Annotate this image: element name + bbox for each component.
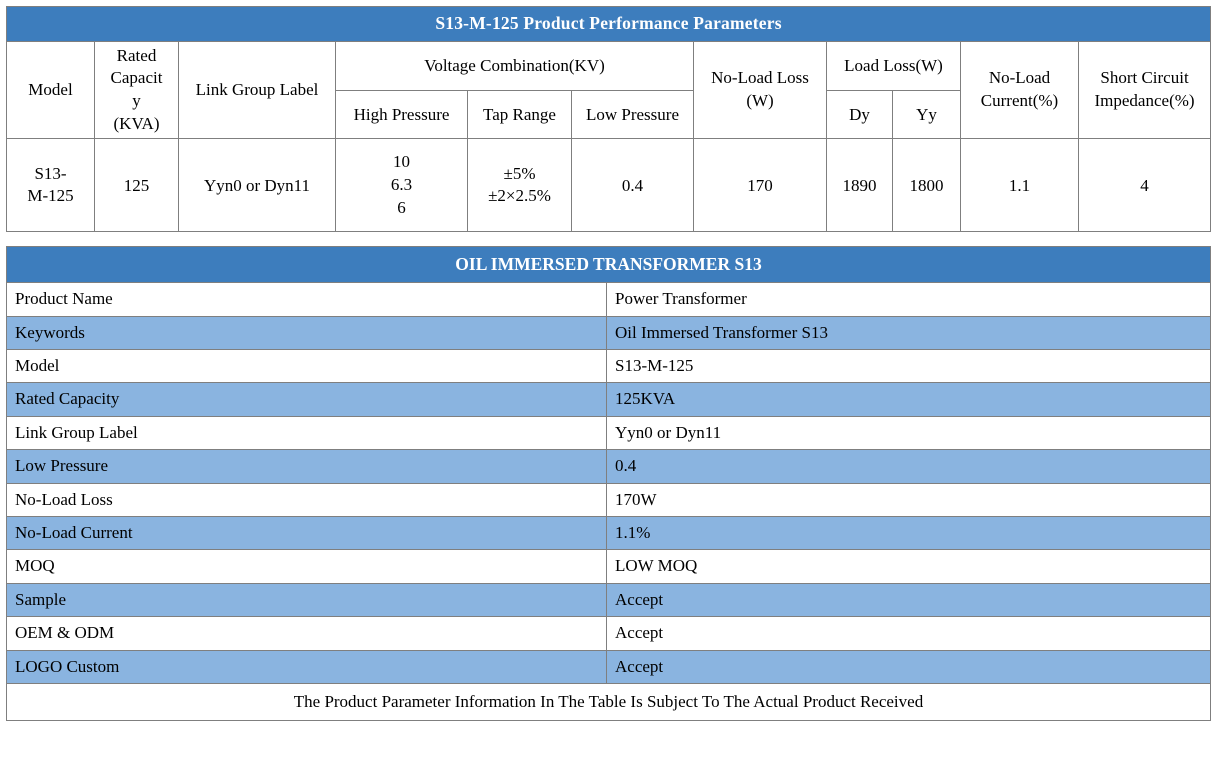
spec-key: Model [7,350,607,383]
cell-high-pressure-line3: 6 [397,197,406,217]
spec-value: Oil Immersed Transformer S13 [607,316,1211,349]
spec-key: LOGO Custom [7,650,607,683]
header-link-group-label: Link Group Label [179,41,336,138]
table-row [7,650,1211,683]
spec-key: OEM & ODM [7,617,607,650]
performance-parameters-table [6,6,1211,232]
spec-value: 0.4 [607,450,1211,483]
footer-note-row [7,684,1211,721]
header-no-load-loss [694,41,827,138]
cell-no-load-current: 1.1 [961,139,1079,232]
table-row [7,583,1211,616]
header-no-load-current [961,41,1079,138]
header-rated-capacity-line2: Capacit [110,68,163,88]
cell-high-pressure [336,139,468,232]
cell-tap-range-line1: ±5% [503,163,536,183]
specification-table [6,246,1211,721]
header-rated-capacity-line3: y [132,91,141,111]
table-row [7,139,1211,232]
cell-tap-range [468,139,572,232]
specification-table-title: OIL IMMERSED TRANSFORMER S13 [7,247,1211,283]
header-high-pressure: High Pressure [336,90,468,139]
cell-model-line2: M-125 [27,186,74,206]
header-short-circuit-impedance-line2: Impedance(%) [1094,91,1195,111]
table-row [7,483,1211,516]
spec-key: Keywords [7,316,607,349]
spec-key: Product Name [7,283,607,316]
cell-link-group-label: Yyn0 or Dyn11 [179,139,336,232]
cell-short-circuit-impedance: 4 [1079,139,1211,232]
performance-table-title-row [7,7,1211,42]
header-short-circuit-impedance-line1: Short Circuit [1100,68,1189,88]
header-rated-capacity-line1: Rated [116,45,157,65]
spec-key: No-Load Loss [7,483,607,516]
table-row [7,550,1211,583]
header-no-load-loss-line2: (W) [746,91,774,111]
header-no-load-loss-line1: No-Load Loss [711,68,809,88]
spec-value: Accept [607,650,1211,683]
cell-high-pressure-line1: 10 [393,152,410,172]
header-no-load-current-line2: Current(%) [980,91,1059,111]
spec-value: 125KVA [607,383,1211,416]
performance-table-title: S13-M-125 Product Performance Parameters [7,7,1211,42]
specification-table-title-row [7,247,1211,283]
spec-value: 170W [607,483,1211,516]
header-low-pressure: Low Pressure [572,90,694,139]
cell-low-pressure: 0.4 [572,139,694,232]
cell-rated-capacity: 125 [95,139,179,232]
header-short-circuit-impedance [1079,41,1211,138]
cell-dy: 1890 [827,139,893,232]
spec-value: Accept [607,617,1211,650]
spec-value: Power Transformer [607,283,1211,316]
cell-high-pressure-line2: 6.3 [390,175,413,194]
header-model: Model [7,41,95,138]
spec-key: Link Group Label [7,416,607,449]
cell-tap-range-line2: ±2×2.5% [488,186,551,206]
header-tap-range: Tap Range [468,90,572,139]
header-yy: Yy [893,90,961,139]
spec-value: LOW MOQ [607,550,1211,583]
table-row [7,383,1211,416]
cell-no-load-loss: 170 [694,139,827,232]
spec-key: MOQ [7,550,607,583]
spec-key: Sample [7,583,607,616]
spec-value: Accept [607,583,1211,616]
table-row [7,617,1211,650]
spec-key: No-Load Current [7,517,607,550]
header-rated-capacity [95,41,179,138]
header-load-loss: Load Loss(W) [827,41,961,90]
cell-model [7,139,95,232]
cell-yy: 1800 [893,139,961,232]
spec-value: S13-M-125 [607,350,1211,383]
spec-key: Rated Capacity [7,383,607,416]
header-no-load-current-line1: No-Load [988,68,1051,88]
spec-value: 1.1% [607,517,1211,550]
spec-value: Yyn0 or Dyn11 [607,416,1211,449]
performance-header-row-1 [7,41,1211,90]
table-row [7,350,1211,383]
header-dy: Dy [827,90,893,139]
table-row [7,517,1211,550]
cell-model-line1: S13- [34,163,67,183]
table-row [7,283,1211,316]
table-row [7,450,1211,483]
header-rated-capacity-line4: (KVA) [113,113,160,133]
spec-key: Low Pressure [7,450,607,483]
header-voltage-combination: Voltage Combination(KV) [336,41,694,90]
footer-note: The Product Parameter Information In The Table Is Subject To The Actual Product Received [7,684,1211,721]
table-row [7,416,1211,449]
table-row [7,316,1211,349]
